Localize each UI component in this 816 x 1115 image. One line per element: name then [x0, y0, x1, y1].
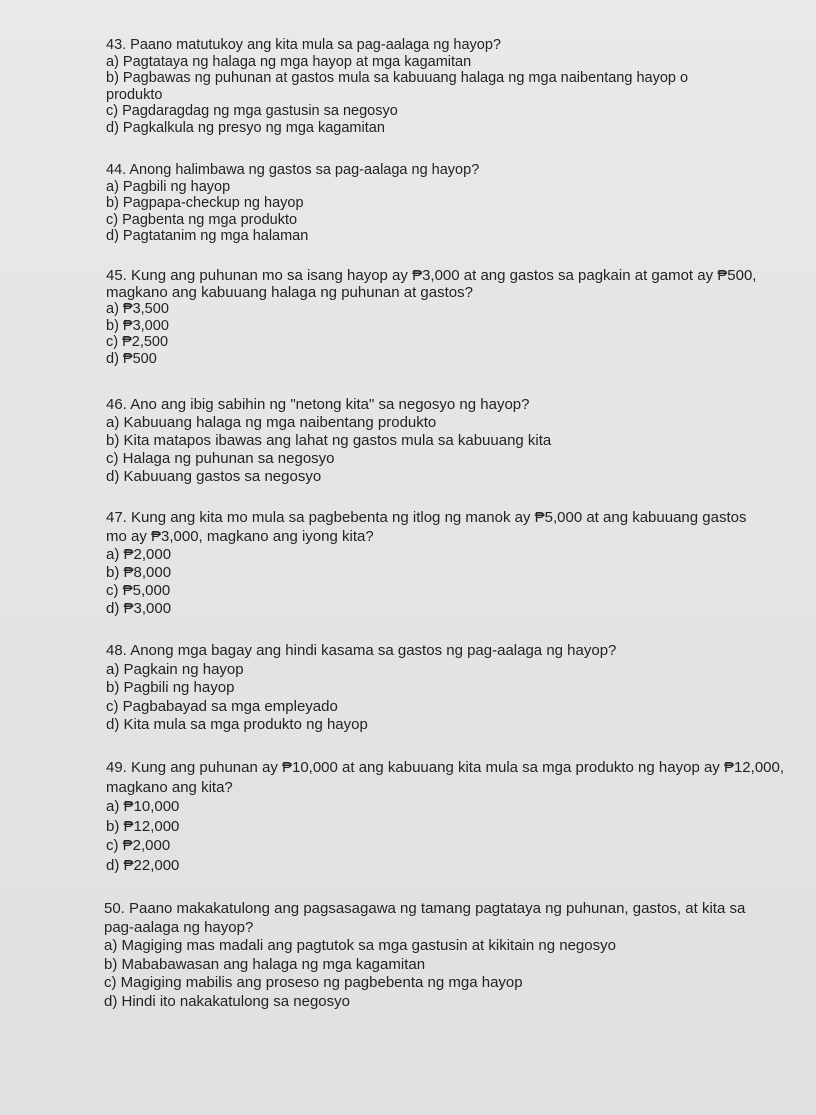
option-a: a) Magiging mas madali ang pagtutok sa mga gastusin at kikitain ng negosyo: [104, 937, 616, 954]
option-a: a) Pagkain ng hayop: [106, 660, 244, 678]
question-46: [106, 396, 551, 486]
question-43: [106, 37, 706, 136]
option-c: c) Pagbenta ng mga produkto: [106, 211, 298, 228]
question-49: [106, 758, 786, 875]
option-a: a) Pagbili ng hayop: [106, 178, 231, 195]
question-stem: 46. Ano ang ibig sabihin ng "netong kita" sa negosyo ng hayop?: [106, 396, 530, 413]
option-a: a) ₱2,000: [106, 546, 172, 563]
option-d: d) ₱3,000: [106, 600, 172, 617]
question-45: [106, 267, 786, 367]
question-44: [106, 162, 479, 245]
question-stem: 45. Kung ang puhunan mo sa isang hayop ay ₱3,000 at ang gastos sa pagkain at gamot ay ₱500, magkano ang kabuuang halaga ng puhunan at gastos?: [106, 267, 757, 301]
option-c: c) Magiging mabilis ang proseso ng pagbebenta ng mga hayop: [104, 974, 523, 991]
option-d: d) Kita mula sa mga produkto ng hayop: [106, 716, 368, 733]
question-stem: 49. Kung ang puhunan ay ₱10,000 at ang kabuuang kita mula sa mga produkto ng hayop ay ₱12,000, magkano ang kita?: [106, 759, 785, 796]
option-d: d) Hindi ito nakakatulong sa negosyo: [104, 992, 350, 1010]
option-b: b) Pagbawas ng puhunan at gastos mula sa kabuuang halaga ng mga naibentang hayop o produkto: [106, 70, 689, 103]
option-b: b) Pagpapa-checkup ng hayop: [106, 195, 304, 211]
option-d: d) ₱22,000: [106, 856, 180, 874]
option-b: b) ₱8,000: [106, 564, 172, 581]
option-d: d) Pagtatanim ng mga halaman: [106, 228, 309, 244]
option-a: a) Kabuuang halaga ng mga naibentang produkto: [106, 414, 437, 431]
option-c: c) Pagdaragdag ng mga gastusin sa negosyo: [106, 103, 398, 119]
question-stem: 47. Kung ang kita mo mula sa pagbebenta ng itlog ng manok ay ₱5,000 at ang kabuuang gastos mo ay ₱3,000, magkano ang iyong kita?: [106, 509, 747, 545]
option-d: d) Kabuuang gastos sa negosyo: [106, 468, 322, 485]
option-c: c) ₱5,000: [106, 582, 171, 599]
question-47: [106, 508, 766, 618]
option-b: b) Pagbili ng hayop: [106, 679, 235, 696]
question-48: [106, 642, 616, 735]
question-stem: 43. Paano matutukoy ang kita mula sa pag-aalaga ng hayop?: [106, 37, 501, 53]
question-stem: 44. Anong halimbawa ng gastos sa pag-aalaga ng hayop?: [106, 162, 480, 178]
option-b: b) ₱12,000: [106, 817, 180, 835]
option-c: c) ₱2,500: [106, 334, 169, 350]
option-a: a) ₱10,000: [106, 798, 180, 815]
question-stem: 48. Anong mga bagay ang hindi kasama sa gastos ng pag-aalaga ng hayop?: [106, 642, 617, 659]
option-a: a) Pagtataya ng halaga ng mga hayop at mga kagamitan: [106, 53, 472, 70]
option-b: b) Kita matapos ibawas ang lahat ng gastos mula sa kabuuang kita: [106, 432, 552, 449]
question-stem: 50. Paano makakatulong ang pagsasagawa ng tamang pagtataya ng puhunan, gastos, at kita sa pag-aalaga ng hayop?: [104, 900, 746, 936]
question-50: [104, 900, 774, 1011]
option-c: c) Pagbabayad sa mga empleyado: [106, 697, 338, 715]
option-d: d) ₱500: [106, 350, 157, 367]
option-c: c) ₱2,000: [106, 837, 171, 854]
option-d: d) Pagkalkula ng presyo ng mga kagamitan: [106, 119, 385, 136]
option-b: b) ₱3,000: [106, 317, 169, 334]
option-a: a) ₱3,500: [106, 301, 169, 317]
option-b: b) Mababawasan ang halaga ng mga kagamitan: [104, 955, 426, 973]
option-c: c) Halaga ng puhunan sa negosyo: [106, 450, 335, 467]
